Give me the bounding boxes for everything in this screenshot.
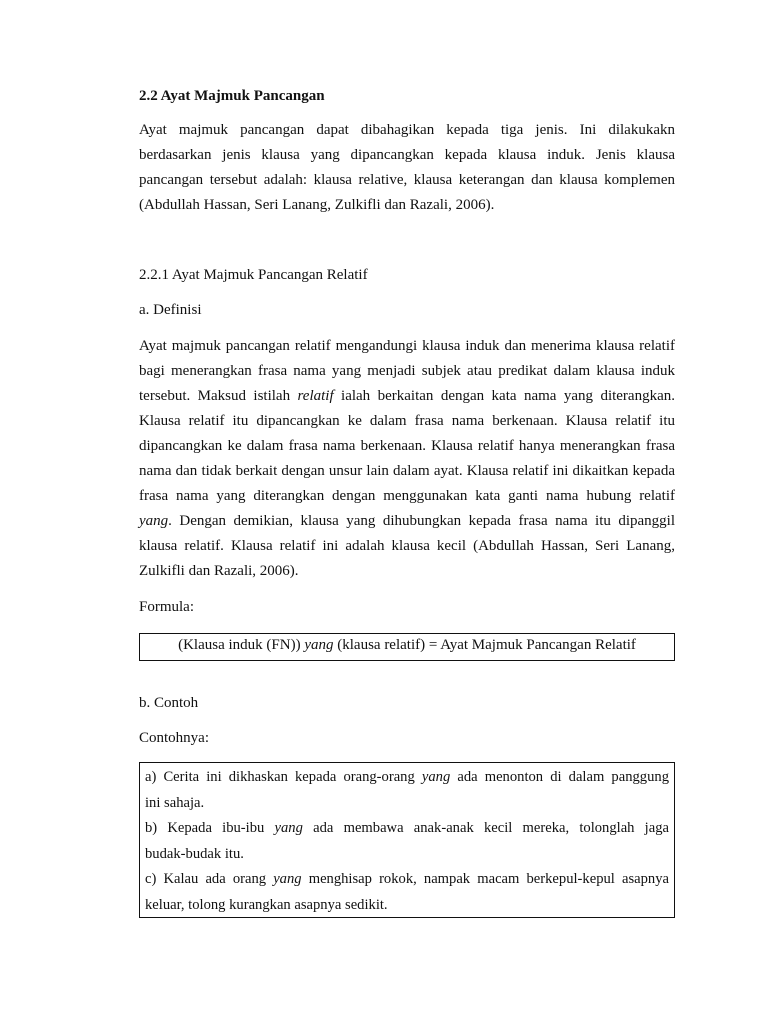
example-line: ini sahaja.: [145, 794, 205, 811]
italic-term: relatif: [297, 388, 334, 404]
definition-line: bagi menerangkan frasa nama yang menjadi subjek atau predikat dalam klausa induk: [139, 363, 675, 379]
definition-line: yang. Dengan demikian, klausa yang dihubungkan kepada frasa nama itu dipanggil: [139, 513, 675, 529]
italic-term: yang: [273, 871, 302, 887]
definition-line: nama dan tidak berkait dengan unsur lain dalam ayat. Klausa relatif ini dikaitkan kepada: [139, 463, 675, 479]
italic-term: yang: [421, 769, 451, 785]
definition-line: Ayat majmuk pancangan relatif mengandungi klausa induk dan menerima klausa relatif: [139, 338, 675, 354]
formula-label: Formula:: [139, 599, 194, 615]
examples-label: Contohnya:: [139, 730, 209, 746]
definition-line: dipancangkan ke dalam frasa nama berkenaan. Klausa relatif hanya menerangkan frasa: [139, 438, 675, 454]
subsection-heading: 2.2.1 Ayat Majmuk Pancangan Relatif: [139, 267, 368, 283]
definition-line: frasa nama yang diterangkan dengan menggunakan kata ganti nama hubung relatif: [139, 488, 675, 504]
example-line: a) Cerita ini dikhaskan kepada orang-orang yang ada menonton di dalam panggung: [145, 769, 669, 785]
definition-line: Zulkifli dan Razali, 2006).: [139, 563, 299, 579]
intro-line: berdasarkan jenis klausa yang dipancangkan kepada klausa induk. Jenis klausa: [139, 147, 675, 163]
section-heading: 2.2 Ayat Majmuk Pancangan: [139, 88, 325, 104]
formula-box: (Klausa induk (FN)) yang (klausa relatif) = Ayat Majmuk Pancangan Relatif: [139, 633, 675, 661]
example-line: c) Kalau ada orang yang menghisap rokok, nampak macam berkepul-kepul asapnya: [145, 871, 669, 887]
example-line: b) Kepada ibu-ibu yang ada membawa anak-anak kecil mereka, tolonglah jaga: [145, 820, 669, 836]
definition-line: Klausa relatif itu dipancangkan ke dalam frasa nama berkenaan. Klausa relatif itu: [139, 413, 675, 429]
definition-paragraph: [139, 334, 675, 584]
intro-paragraph: [139, 118, 675, 218]
example-line: keluar, tolong kurangkan asapnya sedikit.: [145, 896, 388, 913]
intro-line: (Abdullah Hassan, Seri Lanang, Zulkifli dan Razali, 2006).: [139, 197, 495, 213]
italic-term: yang: [274, 820, 303, 836]
example-label: b. Contoh: [139, 695, 199, 711]
examples-box: [139, 762, 675, 918]
definition-line: klausa relatif. Klausa relatif ini adalah klausa kecil (Abdullah Hassan, Seri Lanang,: [139, 538, 675, 554]
italic-term: yang: [139, 513, 169, 529]
intro-line: pancangan tersebut adalah: klausa relative, klausa keterangan dan klausa komplemen: [139, 172, 675, 188]
example-line: budak-budak itu.: [145, 845, 244, 862]
definition-label: a. Definisi: [139, 302, 202, 318]
definition-line: tersebut. Maksud istilah relatif ialah berkaitan dengan kata nama yang diterangkan.: [139, 388, 675, 404]
italic-term: yang: [304, 637, 334, 653]
intro-line: Ayat majmuk pancangan dapat dibahagikan kepada tiga jenis. Ini dilakukakn: [139, 122, 675, 138]
